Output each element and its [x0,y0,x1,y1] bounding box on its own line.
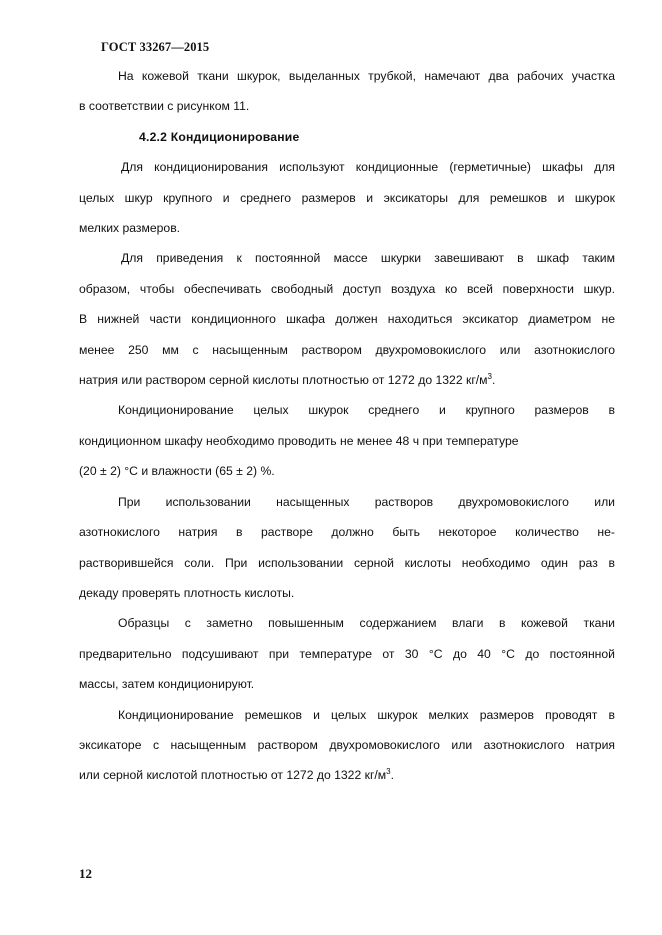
text-line: Для приведения к постоянной массе шкурки завешивают в шкаф таким [121,251,615,266]
text-line: Для кондиционирования используют кондиционные (герметичные) шкафы для [121,160,615,175]
text-line: Образцы с заметно повышенным содержанием влаги в кожевой ткани [118,616,615,631]
text-line: (20 ± 2) °С и влажности (65 ± 2) %. [79,464,275,479]
paragraph-constant-mass [79,243,615,273]
text-line: эксикаторе с насыщенным раствором двухромовокислого или азотнокислого натрия [79,737,615,752]
paragraph-conditioning-equipment [79,152,615,182]
text-line: На кожевой ткани шкурок, выделанных трубкой, намечают два рабочих участка [118,69,615,83]
text-line: Кондиционирование ремешков и целых шкурок мелких размеров проводят в [118,707,615,722]
text-line: Кондиционирование целых шкурок среднего и крупного размеров в [118,403,615,418]
superscript: 3 [386,767,391,777]
page-number: 12 [79,866,92,881]
paragraph-saturated-solutions [79,487,615,517]
text-fragment: или серной кислотой плотностью от 1272 до 1322 кг/м [79,768,387,783]
text-line: образом, чтобы обеспечивать свободный доступ воздуха ко всей поверхности шкур. [79,281,615,296]
superscript: 3 [487,372,492,382]
text-line: кондиционном шкафу необходимо проводить не менее 48 ч при температуре [79,433,519,448]
text-line: При использовании насыщенных растворов двухромовокислого или [118,494,615,509]
text-line: в соответствии с рисунком 11. [79,99,250,114]
document-header-standard-number: ГОСТ 33267—2015 [101,40,210,54]
section-heading: 4.2.2 Кондиционирование [139,129,300,144]
text-line: менее 250 мм с насыщенным раствором двухромовокислого или азотнокислого [79,342,615,357]
text-line: декаду проверять плотность кислоты. [79,585,295,600]
text-line: мелких размеров. [79,221,181,236]
text-line: массы, затем кондиционируют. [79,677,255,692]
intro-paragraph [79,61,615,91]
text-fragment: натрия или раствором серной кислоты плотностью от 1272 до 1322 кг/м [79,373,488,388]
text-line: В нижней части кондиционного шкафа должен находиться эксикатор диаметром не [79,312,615,327]
text-line [79,365,615,395]
text-line [79,760,615,790]
text-fragment: . [390,768,395,783]
text-line: целых шкур крупного и среднего размеров и эксикаторы для ремешков и шкурок [79,190,615,205]
text-line: азотнокислого натрия в растворе должно быть некоторое количество не- [79,525,615,540]
paragraph-moist-samples [79,608,615,638]
document-body [79,61,615,791]
paragraph-small-skins [79,700,615,730]
text-line: растворившейся соли. При использовании серной кислоты необходимо один раз в [79,555,615,570]
text-fragment: . [492,373,496,388]
paragraph-conditioning-time [79,395,615,425]
text-line: предварительно подсушивают при температуре от 30 °С до 40 °С до постоянной [79,646,615,661]
